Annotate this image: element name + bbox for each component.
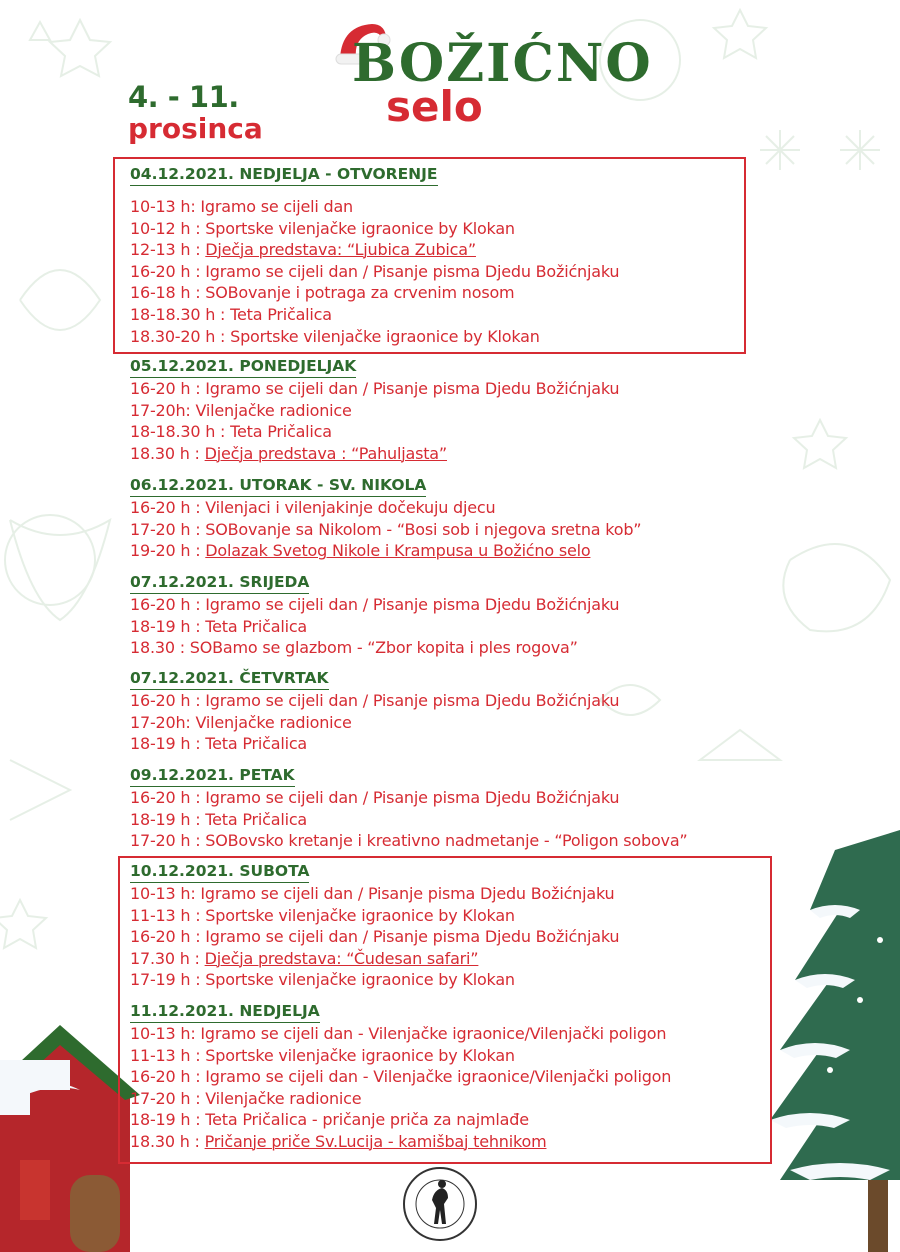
schedule-item-text: 17.30 h : (130, 948, 205, 968)
day-title: 10.12.2021. SUBOTA (130, 861, 309, 883)
day-title: 05.12.2021. PONEDJELJAK (130, 356, 356, 378)
schedule-item-text: 18-19 h : Teta Pričalica (130, 616, 308, 636)
schedule-item-text: 18-18.30 h : Teta Pričalica (130, 422, 332, 442)
schedule-item (130, 400, 619, 422)
schedule-item-text: 18.30-20 h : Sportske vilenjačke igraonice by Klokan (130, 326, 540, 346)
schedule-item-text: 11-13 h : Sportske vilenjačke igraonice by Klokan (130, 1045, 515, 1065)
day-block (130, 164, 619, 347)
day-title: 04.12.2021. NEDJELJA - OTVORENJE (130, 164, 438, 186)
schedule-item-text: 12-13 h : (130, 240, 206, 260)
christmas-tree-illustration (770, 830, 900, 1252)
schedule-item-text: 16-20 h : Igramo se cijeli dan / Pisanje pisma Djedu Božićnjaku (130, 261, 620, 281)
schedule-item (130, 282, 619, 304)
schedule-item-text: 17-20 h : SOBovanje sa Nikolom - “Bosi sob i njegova sretna kob” (130, 519, 642, 539)
schedule-item-text: 18.30 : SOBamo se glazbom - “Zbor kopita i ples rogova” (130, 638, 578, 658)
schedule-item (130, 1088, 671, 1110)
schedule-item (130, 326, 619, 348)
schedule-item (130, 733, 619, 755)
schedule-item-text: 18-19 h : Teta Pričalica (130, 734, 308, 754)
schedule-item (130, 540, 641, 562)
schedule-item (130, 712, 619, 734)
schedule-item-highlight: Dječja predstava: “Čudesan safari” (204, 948, 479, 968)
event-date-range: 4. - 11. (128, 80, 239, 114)
schedule-item-text: 11-13 h : Sportske vilenjačke igraonice by Klokan (130, 905, 515, 925)
schedule-item-text: 17-20 h : SOBovsko kretanje i kreativno nadmetanje - “Poligon sobova” (130, 831, 688, 851)
schedule-item (130, 239, 619, 261)
schedule-item (130, 421, 619, 443)
schedule-item (130, 1131, 671, 1153)
schedule-item (130, 196, 619, 218)
schedule-item (130, 690, 619, 712)
schedule-item-highlight: Dolazak Svetog Nikole i Krampusa u Božićno selo (205, 541, 591, 561)
event-month: prosinca (128, 112, 263, 145)
day-title: 07.12.2021. ČETVRTAK (130, 668, 329, 690)
logo-title-bozicno: BOŽIĆNO (352, 33, 653, 94)
organization-logo (400, 1164, 480, 1244)
schedule-item-text: 10-13 h: Igramo se cijeli dan - Vilenjačke igraonice/Vilenjački poligon (130, 1024, 667, 1043)
schedule-item (130, 969, 619, 991)
schedule-item-text: 18-19 h : Teta Pričalica - pričanje priča za najmlađe (130, 1110, 529, 1130)
schedule-item (130, 1023, 671, 1045)
schedule-item (130, 261, 619, 283)
schedule-item-text: 17-20h: Vilenjačke radionice (130, 400, 352, 420)
day-title: 07.12.2021. SRIJEDA (130, 572, 309, 594)
schedule-item (130, 1066, 671, 1088)
schedule-item-text: 16-20 h : Igramo se cijeli dan / Pisanje pisma Djedu Božićnjaku (130, 927, 620, 947)
schedule-item-text: 18.30 h : (130, 443, 205, 463)
schedule-item-text: 18-18.30 h : Teta Pričalica (130, 304, 332, 324)
schedule-item-text: 17-20 h : Vilenjačke radionice (130, 1088, 362, 1108)
schedule-item (130, 1109, 671, 1131)
schedule-item (130, 1045, 671, 1067)
schedule-item-highlight: Dječja predstava: “Ljubica Zubica” (205, 240, 476, 260)
schedule-item (130, 926, 619, 948)
schedule-item (130, 497, 641, 519)
schedule-item-highlight: Pričanje priče Sv.Lucija - kamišbaj tehnikom (204, 1131, 547, 1151)
schedule-item (130, 637, 619, 659)
day-block (130, 475, 641, 562)
schedule-item (130, 594, 619, 616)
day-block (130, 668, 619, 755)
schedule-item-highlight: Dječja predstava : “Pahuljasta” (204, 443, 447, 463)
schedule-item-text: 18-19 h : Teta Pričalica (130, 809, 308, 829)
day-title: 06.12.2021. UTORAK - SV. NIKOLA (130, 475, 426, 497)
day-block (130, 572, 619, 659)
day-block (130, 861, 619, 991)
schedule-item-text: 16-18 h : SOBovanje i potraga za crvenim nosom (130, 283, 515, 303)
schedule-item-text: 19-20 h : (130, 541, 206, 561)
schedule-item-text: 16-20 h : Igramo se cijeli dan / Pisanje pisma Djedu Božićnjaku (130, 788, 620, 807)
schedule-item-text: 16-20 h : Igramo se cijeli dan / Pisanje pisma Djedu Božićnjaku (130, 691, 620, 710)
schedule-item-text: 16-20 h : Igramo se cijeli dan - Vilenjačke igraonice/Vilenjački poligon (130, 1067, 672, 1087)
schedule-item-text: 16-20 h : Igramo se cijeli dan / Pisanje pisma Djedu Božićnjaku (130, 595, 620, 614)
schedule-item-text: 17-19 h : Sportske vilenjačke igraonice by Klokan (130, 970, 515, 990)
schedule-item (130, 616, 619, 638)
day-title: 11.12.2021. NEDJELJA (130, 1001, 320, 1023)
schedule-item-text: 10-13 h: Igramo se cijeli dan (130, 197, 353, 216)
schedule-item (130, 787, 688, 809)
schedule-item-text: 18.30 h : (130, 1131, 205, 1151)
day-block (130, 356, 619, 464)
day-block (130, 765, 688, 852)
schedule-item (130, 830, 688, 852)
day-title: 09.12.2021. PETAK (130, 765, 295, 787)
schedule-item (130, 948, 619, 970)
schedule-item (130, 519, 641, 541)
schedule-item (130, 378, 619, 400)
logo-title-selo: selo (386, 82, 483, 131)
schedule-item (130, 443, 619, 465)
schedule-item (130, 304, 619, 326)
schedule-item-text: 10-13 h: Igramo se cijeli dan / Pisanje pisma Djedu Božićnjaku (130, 884, 615, 903)
day-block (130, 1001, 671, 1153)
schedule-item (130, 883, 619, 905)
schedule-item-text: 16-20 h : Vilenjaci i vilenjakinje dočekuju djecu (130, 498, 496, 517)
schedule-item (130, 218, 619, 240)
schedule-item (130, 905, 619, 927)
schedule-item-text: 10-12 h : Sportske vilenjačke igraonice by Klokan (130, 218, 515, 238)
schedule-item-text: 16-20 h : Igramo se cijeli dan / Pisanje pisma Djedu Božićnjaku (130, 379, 620, 398)
schedule-item-text: 17-20h: Vilenjačke radionice (130, 712, 352, 732)
schedule-item (130, 809, 688, 831)
